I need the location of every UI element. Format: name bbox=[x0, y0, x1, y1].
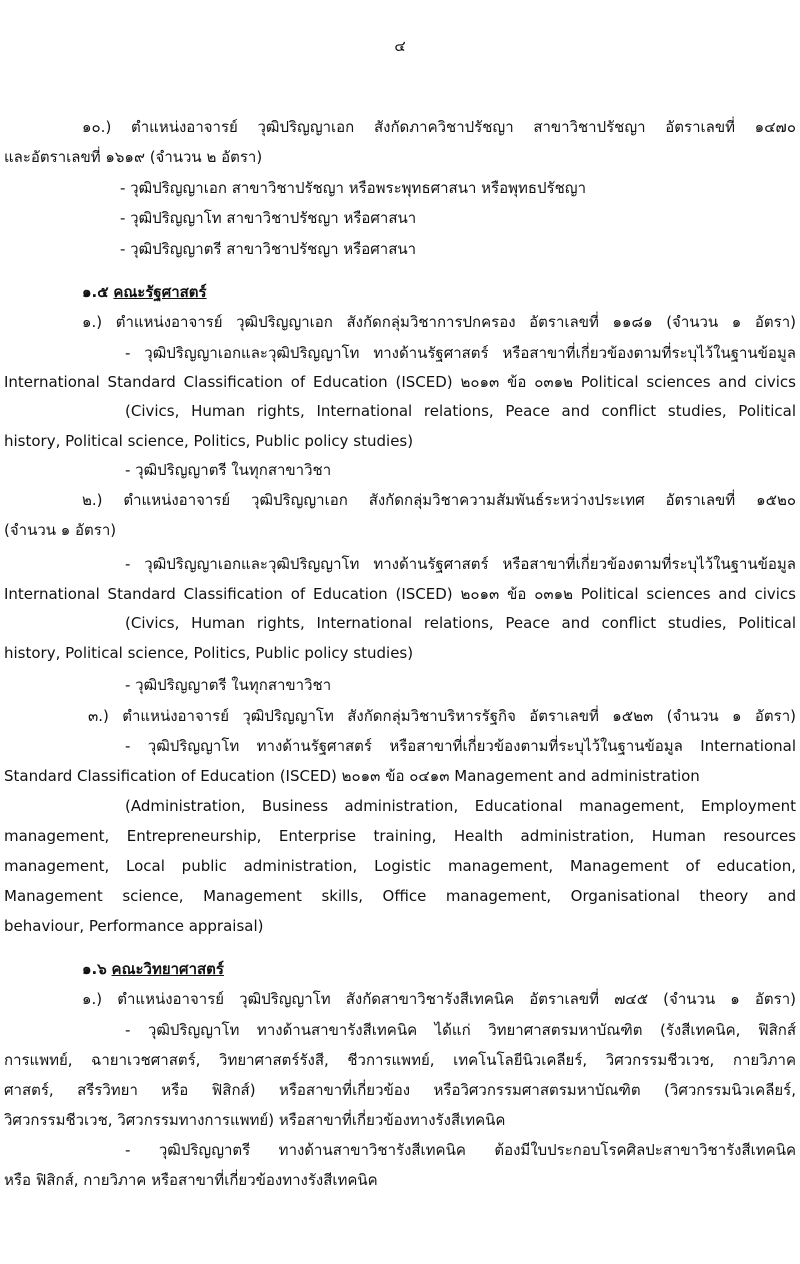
qualification-item-cont: การแพทย์, ฉายาเวชศาสตร์, วิทยาศาสตร์รังสี, ชีวการแพทย์, เทคโนโลยีนิวเคลียร์, วิศวกรรมชีวเวช, กายวิภาค bbox=[4, 1051, 796, 1069]
field-list-cont: management, Local public administration, Logistic management, Management of education, bbox=[4, 857, 796, 875]
position-item: ๓.) ตำแหน่งอาจารย์ วุฒิปริญญาโท สังกัดกลุ่มวิชาบริหารรัฐกิจ อัตราเลขที่ ๑๕๒๓ (จำนวน ๑ อัตรา) bbox=[88, 707, 796, 725]
field-list: (Civics, Human rights, International relations, Peace and conflict studies, Political bbox=[125, 614, 796, 632]
field-list-cont: history, Political science, Politics, Public policy studies) bbox=[4, 644, 414, 662]
position-item-cont: (จำนวน ๑ อัตรา) bbox=[4, 521, 117, 539]
field-list-cont: history, Political science, Politics, Public policy studies) bbox=[4, 432, 414, 450]
position-item: ๑.) ตำแหน่งอาจารย์ วุฒิปริญญาเอก สังกัดกลุ่มวิชาการปกครอง อัตราเลขที่ ๑๑๘๑ (จำนวน ๑ อัตรา) bbox=[82, 313, 796, 331]
field-list: (Administration, Business administration, Educational management, Employment bbox=[125, 797, 796, 815]
qualification-item: - วุฒิปริญญาตรี ในทุกสาขาวิชา bbox=[125, 461, 332, 479]
qualification-item-cont: Standard Classification of Education (ISCED) ๒๐๑๓ ข้อ ๐๔๑๓ Management and administration bbox=[4, 767, 700, 785]
qualification-item-cont: วิศวกรรมชีวเวช, วิศวกรรมทางการแพทย์) หรือสาขาที่เกี่ยวข้องทางรังสีเทคนิค bbox=[4, 1111, 506, 1129]
section-number: ๑.๖ bbox=[82, 960, 107, 978]
qualification-item: - วุฒิปริญญาตรี สาขาวิชาปรัชญา หรือศาสนา bbox=[120, 240, 417, 258]
qualification-item: - วุฒิปริญญาโท ทางด้านสาขารังสีเทคนิค ได้แก่ วิทยาศาสตรมหาบัณฑิต (รังสีเทคนิค, ฟิสิกส์ bbox=[125, 1021, 796, 1039]
position-item-cont: และอัตราเลขที่ ๑๖๑๙ (จำนวน ๒ อัตรา) bbox=[4, 148, 263, 166]
qualification-item-cont: International Standard Classification of Education (ISCED) ๒๐๑๓ ข้อ ๐๓๑๒ Political sciences and civics bbox=[4, 585, 796, 603]
section-title: คณะวิทยาศาสตร์ bbox=[111, 960, 224, 978]
section-number: ๑.๕ bbox=[82, 283, 109, 301]
page-number: ๔ bbox=[394, 37, 406, 55]
qualification-item: - วุฒิปริญญาเอกและวุฒิปริญญาโท ทางด้านรัฐศาสตร์ หรือสาขาที่เกี่ยวข้องตามที่ระบุไว้ในฐานข้อมูล bbox=[125, 555, 796, 573]
section-heading bbox=[82, 280, 207, 304]
qualification-item: - วุฒิปริญญาตรี ทางด้านสาขาวิชารังสีเทคนิค ต้องมีใบประกอบโรคศิลปะสาขาวิชารังสีเทคนิค bbox=[125, 1141, 796, 1159]
field-list: (Civics, Human rights, International relations, Peace and conflict studies, Political bbox=[125, 402, 796, 420]
field-list-cont: Management science, Management skills, Office management, Organisational theory and bbox=[4, 887, 796, 905]
position-item: ๑๐.) ตำแหน่งอาจารย์ วุฒิปริญญาเอก สังกัดภาควิชาปรัชญา สาขาวิชาปรัชญา อัตราเลขที่ ๑๔๗๐ bbox=[82, 118, 796, 136]
field-list-cont: management, Entrepreneurship, Enterprise training, Health administration, Human resources bbox=[4, 827, 796, 845]
qualification-item: - วุฒิปริญญาตรี ในทุกสาขาวิชา bbox=[125, 676, 332, 694]
section-title: คณะรัฐศาสตร์ bbox=[113, 283, 207, 301]
qualification-item-cont: หรือ ฟิสิกส์, กายวิภาค หรือสาขาที่เกี่ยวข้องทางรังสีเทคนิค bbox=[4, 1171, 378, 1189]
qualification-item: - วุฒิปริญญาเอกและวุฒิปริญญาโท ทางด้านรัฐศาสตร์ หรือสาขาที่เกี่ยวข้องตามที่ระบุไว้ในฐานข้อมูล bbox=[125, 344, 796, 362]
position-item: ๒.) ตำแหน่งอาจารย์ วุฒิปริญญาเอก สังกัดกลุ่มวิชาความสัมพันธ์ระหว่างประเทศ อัตราเลขที่ ๑๕๒๐ bbox=[82, 491, 796, 509]
field-list-cont: behaviour, Performance appraisal) bbox=[4, 917, 264, 935]
qualification-item-cont: International Standard Classification of Education (ISCED) ๒๐๑๓ ข้อ ๐๓๑๒ Political sciences and civics bbox=[4, 373, 796, 391]
section-heading bbox=[82, 957, 224, 981]
qualification-item-cont: ศาสตร์, สรีรวิทยา หรือ ฟิสิกส์) หรือสาขาที่เกี่ยวข้อง หรือวิศวกรรมศาสตรมหาบัณฑิต (วิศวกรรมนิวเคลียร์, bbox=[4, 1081, 796, 1099]
qualification-item: - วุฒิปริญญาโท ทางด้านรัฐศาสตร์ หรือสาขาที่เกี่ยวข้องตามที่ระบุไว้ในฐานข้อมูล International bbox=[125, 737, 796, 755]
qualification-item: - วุฒิปริญญาโท สาขาวิชาปรัชญา หรือศาสนา bbox=[120, 209, 417, 227]
qualification-item: - วุฒิปริญญาเอก สาขาวิชาปรัชญา หรือพระพุทธศาสนา หรือพุทธปรัชญา bbox=[120, 179, 586, 197]
position-item: ๑.) ตำแหน่งอาจารย์ วุฒิปริญญาโท สังกัดสาขาวิชารังสีเทคนิค อัตราเลขที่ ๗๔๕ (จำนวน ๑ อัตรา) bbox=[82, 990, 796, 1008]
